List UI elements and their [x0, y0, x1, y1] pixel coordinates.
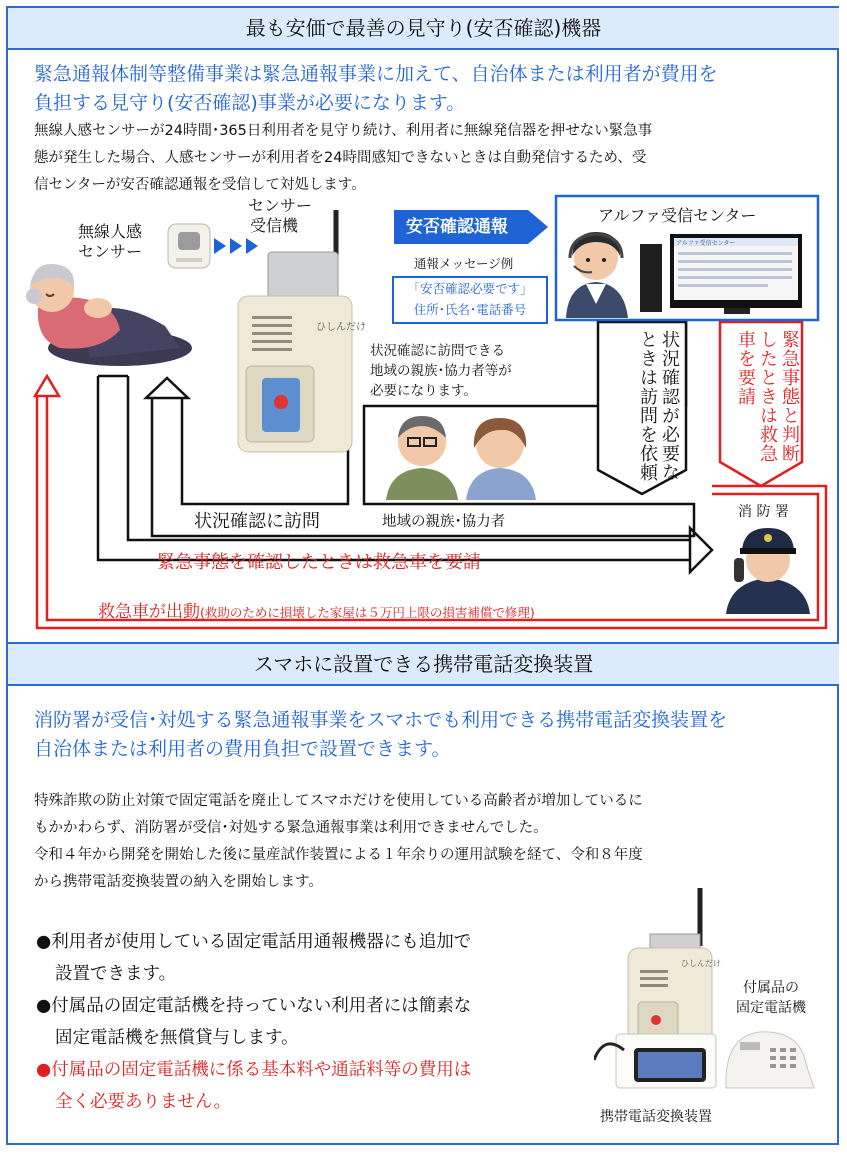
community-note-line3: 必要になります。 [370, 383, 477, 399]
ambulance-dispatch-text [98, 597, 535, 622]
receiver-label-line1: センサー [248, 196, 313, 215]
bullet3-line2: 全く必要ありません。 [55, 1092, 232, 1112]
center-title: アルファ受信センター [598, 206, 757, 225]
ambulance-dispatch-label: 救急車が出動 [98, 602, 200, 622]
section2-body-line4: から携帯電話変換装置の納入を開始します。 [34, 874, 323, 890]
section1-body-line1: 無線人感センサーが24時間･365日利用者を見守り続け、利用者に無線発信器を押せない緊急事 [34, 123, 653, 139]
community-note-line2: 地域の親族･協力者等が [370, 363, 512, 379]
safety-notice-ribbon: 安否確認通報 [394, 210, 528, 244]
feature-bullets [36, 926, 471, 1118]
section2-body-line3: 令和４年から開発を開始した後に量産試作装置による１年余りの運用試験を経て、令和８年度 [34, 847, 643, 863]
sensor-label-line1: 無線人感 [77, 222, 142, 241]
receiver-label-line2: 受信機 [250, 216, 299, 235]
bullet2-line1: ●付属品の固定電話機を持っていない利用者には簡素な [36, 996, 472, 1016]
ambulance-request-text: 緊急事態を確認したときは救急車を要請 [157, 552, 481, 573]
phone-label [736, 978, 806, 1018]
section1-body-line2: 態が発生した場合、人感センサーが利用者を24時間感知できないときは自動発信するため、受 [34, 150, 647, 166]
ambulance-dispatch-note: (救助のために損壊した家屋は５万円上限の損害補償で修理) [200, 605, 535, 620]
section1-lead-line1: 緊急通報体制等整備事業は緊急通報事業に加えて、自治体または利用者が費用を [34, 63, 718, 85]
device-label: 携帯電話変換装置 [600, 1109, 712, 1125]
message-example-box [392, 276, 548, 324]
operator-icon [562, 222, 632, 318]
elderly-person-icon [20, 256, 196, 374]
relatives-icon [384, 408, 540, 500]
bullet1-line2: 設置できます。 [55, 964, 177, 984]
section1-lead-line2: 負担する見守り(安否確認)事業が必要になります。 [34, 92, 466, 114]
sensor-label-line2: センサー [77, 242, 142, 261]
section1-body-line3: 信センターが安否確認通報を受信して対処します。 [34, 177, 366, 193]
sensor-label [60, 222, 160, 262]
section2-lead [34, 706, 727, 764]
phone-label-line1: 付属品の [743, 980, 799, 996]
community-label: 地域の親族･協力者 [382, 514, 506, 530]
visit-label: 状況確認に訪問 [194, 511, 320, 532]
section1-title: 最も安価で最善の見守り(安否確認)機器 [8, 8, 839, 50]
community-note-line1: 状況確認に訪問できる [370, 343, 505, 359]
receiver-brand: ひしんだけ [316, 322, 366, 333]
firefighter-icon [720, 524, 816, 614]
bullet1-line1: ●利用者が使用している固定電話用通報機器にも追加で [36, 932, 472, 952]
device-brand: ひしんだけ [681, 959, 721, 968]
message-line1: ｢安否確認必要です｣ [413, 281, 527, 296]
community-note [370, 341, 512, 401]
screen-title: アルファ受信センター [676, 240, 736, 247]
bullet2-line2: 固定電話機を無償貸与します。 [55, 1028, 299, 1048]
message-example-title: 通報メッセージ例 [414, 256, 514, 271]
section2-lead-line1: 消防署が受信･対処する緊急通報事業をスマホでも利用できる携帯電話変換装置を [34, 709, 728, 731]
motion-sensor-icon [166, 220, 212, 272]
section2-body [34, 788, 643, 896]
section2-body-line1: 特殊詐欺の防止対策で固定電話を廃止してスマホだけを使用している高齢者が増加しているに [34, 793, 643, 809]
section2-body-line2: もかかわらず、消防署が受信･対処する緊急通報事業は利用できませんでした。 [34, 820, 548, 836]
emergency-judgement-text: 緊急事態と判断したときは救急車を要請 [735, 330, 800, 463]
message-line2: 住所･氏名･電話番号 [413, 302, 527, 317]
phone-label-line2: 固定電話機 [736, 1000, 806, 1016]
section2-title: スマホに設置できる携帯電話変換装置 [8, 642, 839, 686]
fire-station-label: 消 防 署 [738, 504, 789, 520]
request-visit-text: 状況確認が必要なときは訪問を依頼 [637, 330, 680, 482]
section2-lead-line2: 自治体または利用者の費用負担で設置できます。 [34, 738, 451, 760]
bullet3-line1: ●付属品の固定電話機に係る基本料や通話料等の費用は [36, 1060, 472, 1080]
